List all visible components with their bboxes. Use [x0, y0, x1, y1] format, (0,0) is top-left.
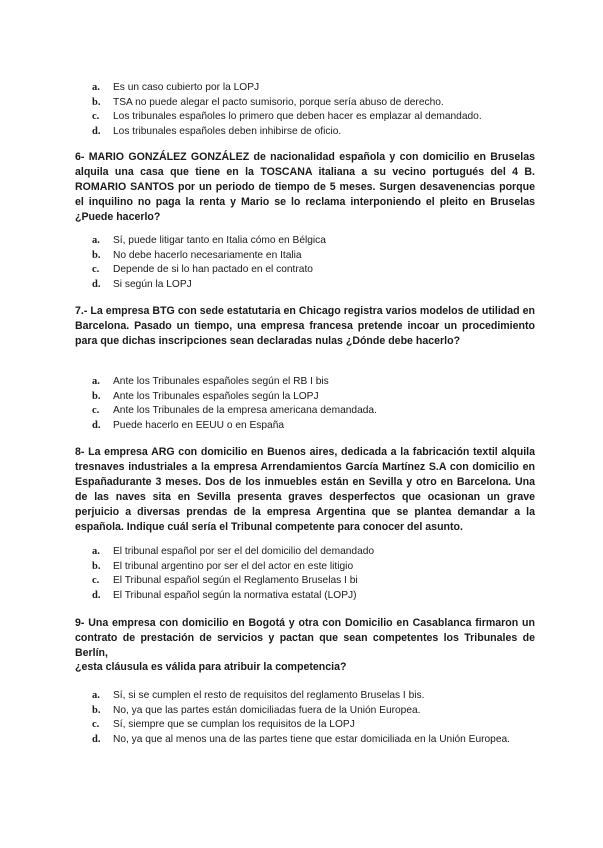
option-text: Sí, puede litigar tanto en Italia cómo en Bélgica	[113, 235, 326, 246]
option-text: Si según la LOPJ	[113, 278, 192, 290]
question-8-text: 8- La empresa ARG con domicilio en Buenos aires, dedicada a la fabricación textil alquila tresnaves industriales a la empresa Arrendamientos García Martínez S.A con domicilio en Españadurante 3 meses. Dos de los inmuebles están en Sevilla y otro en Barcelona. Una de las naves sita en Sevilla presenta graves desperfectos que ocasionan un grave perjuicio a diversas prendas de la empresa Argentina que se plantea demandar a la española. Indique cuál sería el Tribunal competente para conocer del asunto.	[75, 446, 535, 533]
option-letter: a.	[92, 546, 100, 557]
option-text: TSA no puede alegar el pacto sumisorio, porque sería abuso de derecho.	[113, 96, 444, 108]
option-text: El Tribunal español según la normativa estatal (LOPJ)	[113, 589, 357, 601]
option-text: Puede hacerlo en EEUU o en España	[113, 419, 285, 431]
option-letter: d.	[92, 125, 101, 137]
option-letter: b.	[92, 560, 101, 572]
option-item	[92, 263, 562, 278]
option-item	[92, 278, 562, 293]
option-letter: b.	[92, 704, 101, 716]
option-letter: a.	[92, 690, 100, 701]
option-text: Sí, si se cumplen el resto de requisitos del reglamento Bruselas I bis.	[113, 690, 425, 701]
option-item	[92, 375, 562, 390]
option-item	[92, 96, 562, 111]
option-text: El tribunal argentino por ser el del actor en este litigio	[113, 560, 354, 572]
option-item	[92, 81, 562, 96]
option-letter: a.	[92, 82, 100, 93]
q7-options	[92, 375, 562, 433]
option-text: No, ya que las partes están domiciliadas fuera de la Unión Europea.	[113, 704, 421, 716]
option-letter: d.	[92, 278, 101, 290]
q5-options	[92, 81, 562, 139]
option-item	[92, 110, 562, 125]
option-text: No debe hacerlo necesariamente en Italia	[113, 249, 302, 261]
option-text: El tribunal español por ser el del domicilio del demandado	[113, 546, 375, 557]
option-item	[92, 718, 562, 733]
question-9-text: 9- Una empresa con domicilio en Bogotá y otra con Domicilio en Casablanca firmaron un contrato de prestación de servicios y pactan que sean competentes los Tribunales de Berlín,	[75, 617, 535, 659]
option-letter: c.	[92, 575, 100, 587]
option-letter: c.	[92, 264, 100, 276]
option-text: Ante los Tribunales de la empresa americana demandada.	[113, 405, 377, 417]
option-text: Sí, siempre que se cumplan los requisitos de la LOPJ	[113, 719, 355, 731]
option-text: Es un caso cubierto por la LOPJ	[113, 82, 260, 93]
option-item	[92, 125, 562, 140]
option-item	[92, 574, 562, 589]
question-6-text: 6- MARIO GONZÁLEZ GONZÁLEZ de nacionalidad española y con domicilio en Bruselas alquila una casa que tiene en la TOSCANA italiana a su vecino portugués del 4 B. ROMARIO SANTOS por un periodo de tiempo de 5 meses. Surgen desavenencias porque el inquilino no paga la renta y Mario se lo reclama interponiendo el pleito en Bruselas ¿Puede hacerlo?	[75, 151, 535, 223]
option-letter: b.	[92, 96, 101, 108]
option-text: No, ya que al menos una de las partes tiene que estar domiciliada en la Unión Europea.	[113, 733, 510, 745]
option-item	[92, 560, 562, 575]
option-letter: b.	[92, 249, 101, 261]
q8-options	[92, 545, 562, 603]
option-letter: b.	[92, 390, 101, 402]
option-text: Los tribunales españoles lo primero que deben hacer es emplazar al demandado.	[113, 111, 482, 123]
option-text: Los tribunales españoles deben inhibirse de oficio.	[113, 125, 342, 137]
option-letter: a.	[92, 376, 100, 387]
option-letter: c.	[92, 719, 100, 731]
option-item	[92, 733, 562, 748]
option-item	[92, 704, 562, 719]
option-text: El Tribunal español según el Reglamento Bruselas I bi	[113, 575, 358, 587]
option-item	[92, 404, 562, 419]
option-text: Depende de si lo han pactado en el contrato	[113, 264, 313, 276]
option-letter: d.	[92, 733, 101, 745]
option-text: Ante los Tribunales españoles según el RB I bis	[113, 376, 329, 387]
option-item	[92, 249, 562, 264]
q9-options	[92, 689, 562, 747]
option-item	[92, 234, 562, 249]
option-item	[92, 545, 562, 560]
q6-options	[92, 234, 562, 292]
question-9-prompt: ¿esta cláusula es válida para atribuir la competencia?	[75, 661, 347, 673]
option-letter: c.	[92, 111, 100, 123]
option-letter: a.	[92, 235, 100, 246]
option-item	[92, 390, 562, 405]
question-7-text: 7.- La empresa BTG con sede estatutaria en Chicago registra varios modelos de utilidad en Barcelona. Pasado un tiempo, una empresa francesa pretende incoar un procedimiento para que dichas inscripciones sean declaradas nulas ¿Dónde debe hacerlo?	[75, 305, 535, 347]
option-letter: d.	[92, 419, 101, 431]
option-item	[92, 419, 562, 434]
option-item	[92, 589, 562, 604]
option-letter: c.	[92, 405, 100, 417]
option-text: Ante los Tribunales españoles según la LOPJ	[113, 390, 319, 402]
option-letter: d.	[92, 589, 101, 601]
option-item	[92, 689, 562, 704]
